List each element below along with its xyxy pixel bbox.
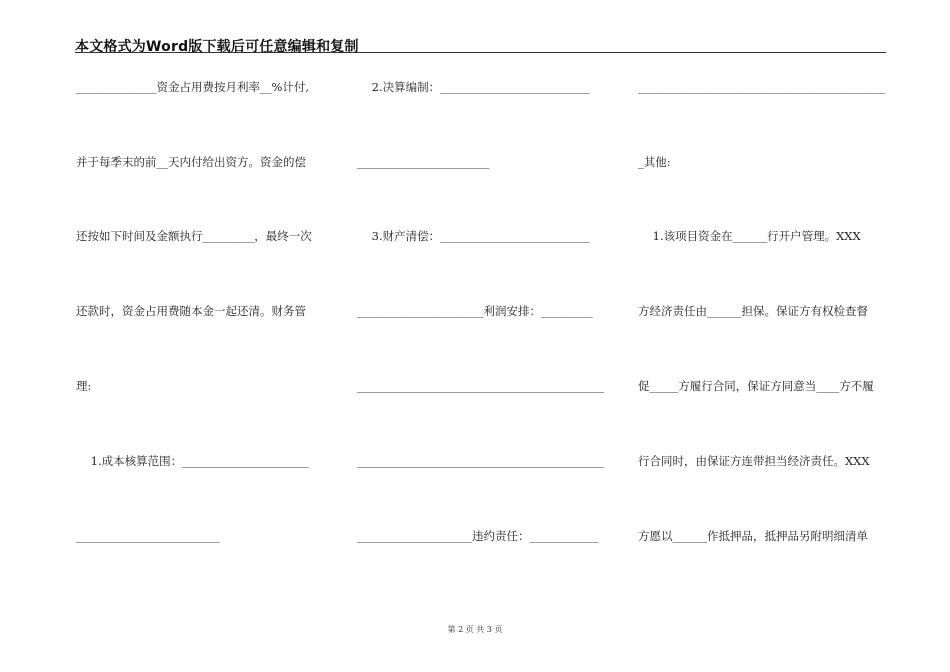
- page-number-footer: 第 2 页 共 3 页: [447, 625, 503, 634]
- col2-line-6: ___________________________________________: [357, 454, 605, 468]
- col3-line-3: 1.该项目资金在______行开户管理。XXX: [638, 229, 861, 243]
- col1-line-3: 还按如下时间及金额执行_________，最终一次: [76, 229, 312, 243]
- header-divider: [75, 52, 886, 53]
- col1-line-2: 并于每季末的前__天内付给出资方。资金的偿: [76, 155, 306, 169]
- col3-line-7: 方愿以______作抵押品，抵押品另附明细清单: [638, 529, 868, 543]
- col3-line-4: 方经济责任由______担保。保证方有权检查督: [638, 304, 868, 318]
- col2-line-2: _______________________: [357, 155, 490, 169]
- col2-line-5: ___________________________________________: [357, 379, 605, 393]
- col2-line-4: ______________________利润安排：_________: [357, 304, 593, 318]
- col3-line-5: 促_____方履行合同，保证方同意当____方不履: [638, 379, 874, 393]
- col3-line-6: 行合同时，由保证方连带担当经济责任。XXX: [638, 454, 870, 468]
- col3-line-2: _其他:: [638, 155, 671, 169]
- col1-line-4: 还款时，资金占用费随本金一起还清。财务管: [76, 304, 306, 318]
- col2-line-7: ____________________违约责任：____________: [357, 529, 599, 543]
- col1-line-7: _________________________: [76, 529, 220, 543]
- col1-line-1: ______________资金占用费按月利率__%计付,: [76, 80, 310, 94]
- col1-line-5: 理:: [76, 379, 92, 393]
- document-header-title: 本文格式为Word版下载后可任意编辑和复制: [75, 39, 359, 55]
- col2-line-1: 2.决算编制：__________________________: [357, 80, 590, 94]
- col2-line-3: 3.财产清偿：__________________________: [357, 229, 590, 243]
- col1-line-6: 1.成本核算范围：______________________: [76, 454, 309, 468]
- col3-line-1: ___________________________________________: [638, 80, 886, 94]
